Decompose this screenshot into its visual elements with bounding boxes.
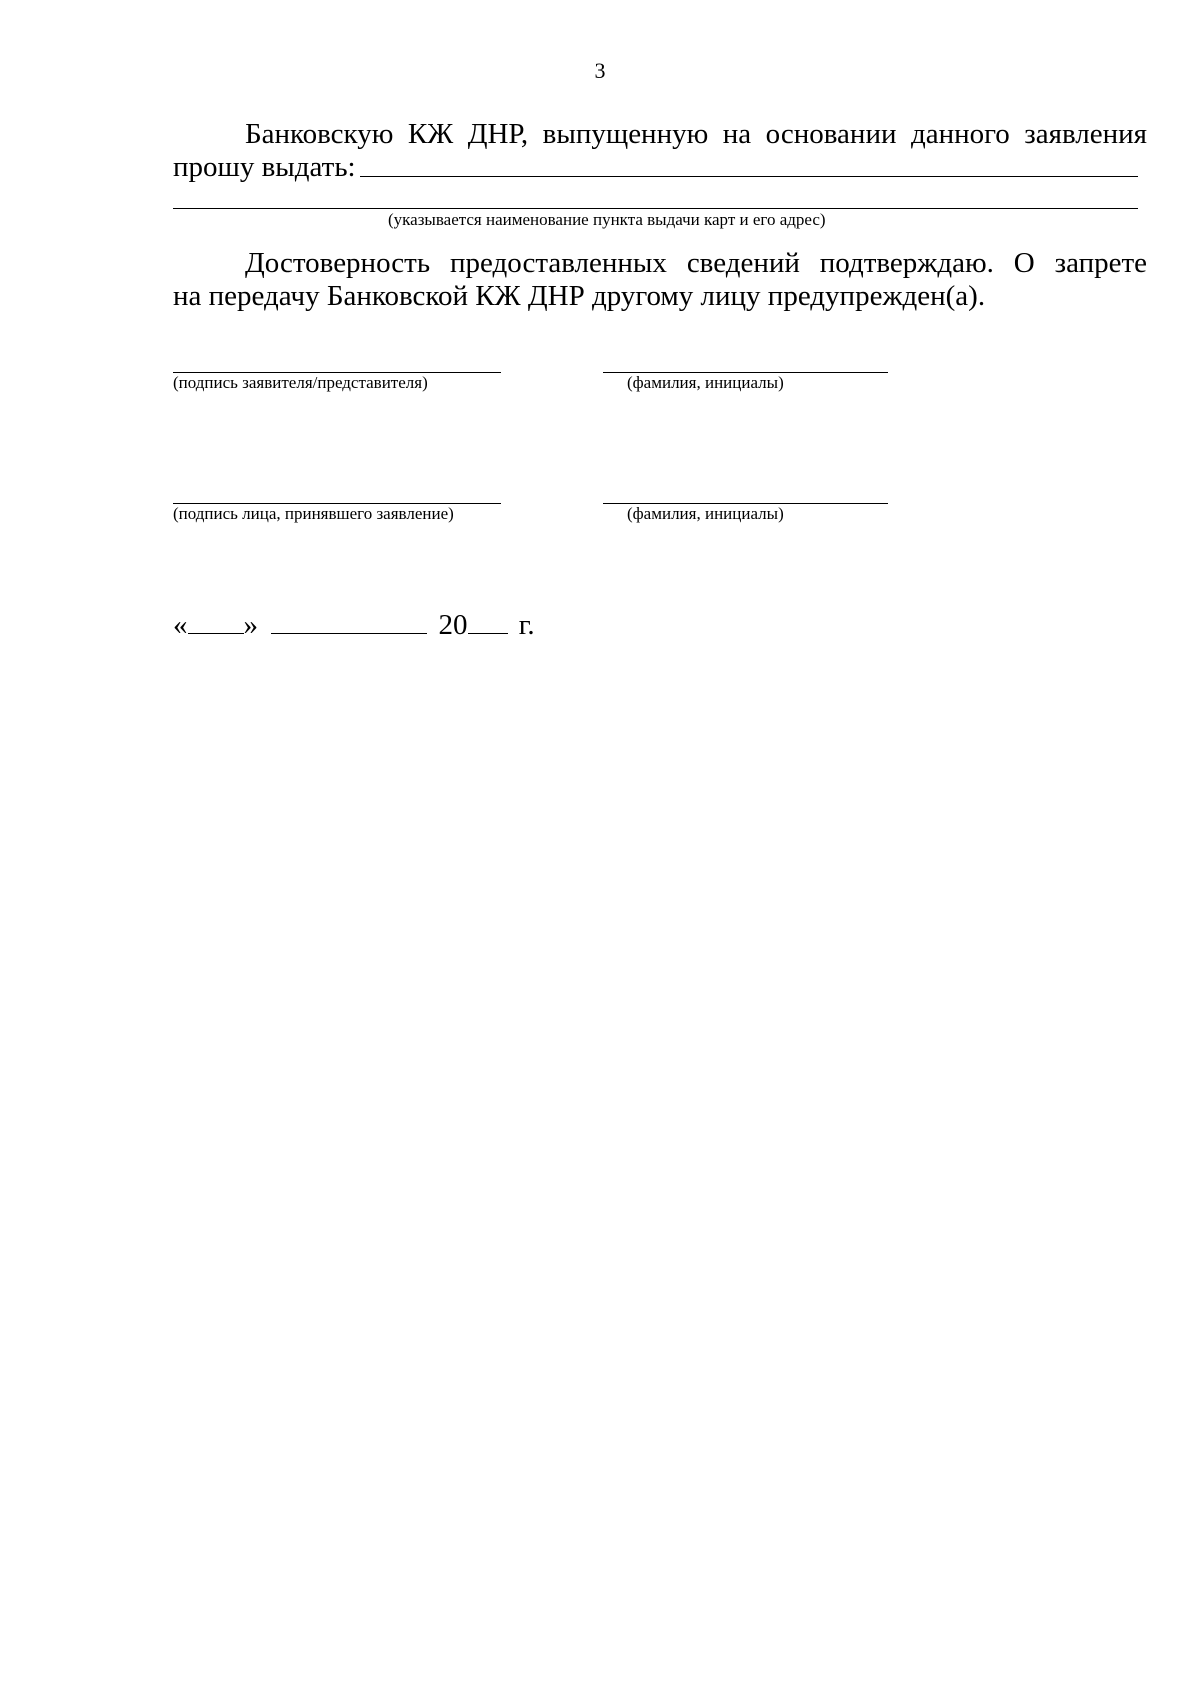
- issue-request-line-1: Банковскую КЖ ДНР, выпущенную на основании данного заявления: [245, 118, 1147, 150]
- confirmation-line-1: Достоверность предоставленных сведений подтверждаю. О запрете: [245, 247, 1147, 279]
- receiver-name-caption: (фамилия, инициалы): [627, 504, 784, 523]
- issue-address-field-line[interactable]: [173, 208, 1138, 209]
- year-prefix: 20: [438, 609, 468, 641]
- address-caption: (указывается наименование пункта выдачи карт и его адрес): [388, 210, 826, 229]
- year-suffix: г.: [518, 609, 535, 641]
- date-line: [173, 605, 535, 642]
- applicant-name-caption: (фамилия, инициалы): [627, 373, 784, 392]
- year-blank[interactable]: [468, 605, 508, 634]
- applicant-signature-caption: (подпись заявителя/представителя): [173, 373, 428, 392]
- receiver-signature-caption: (подпись лица, принявшего заявление): [173, 504, 454, 523]
- issue-location-field-line[interactable]: [360, 176, 1138, 177]
- page-number: 3: [594, 58, 606, 83]
- date-close-quote: »: [243, 609, 258, 641]
- confirmation-line-2: на передачу Банковской КЖ ДНР другому лицу предупрежден(а).: [173, 280, 986, 312]
- day-blank[interactable]: [188, 605, 244, 634]
- issue-request-line-2-label: прошу выдать:: [173, 151, 356, 183]
- date-open-quote: «: [173, 609, 188, 641]
- month-blank[interactable]: [271, 605, 427, 634]
